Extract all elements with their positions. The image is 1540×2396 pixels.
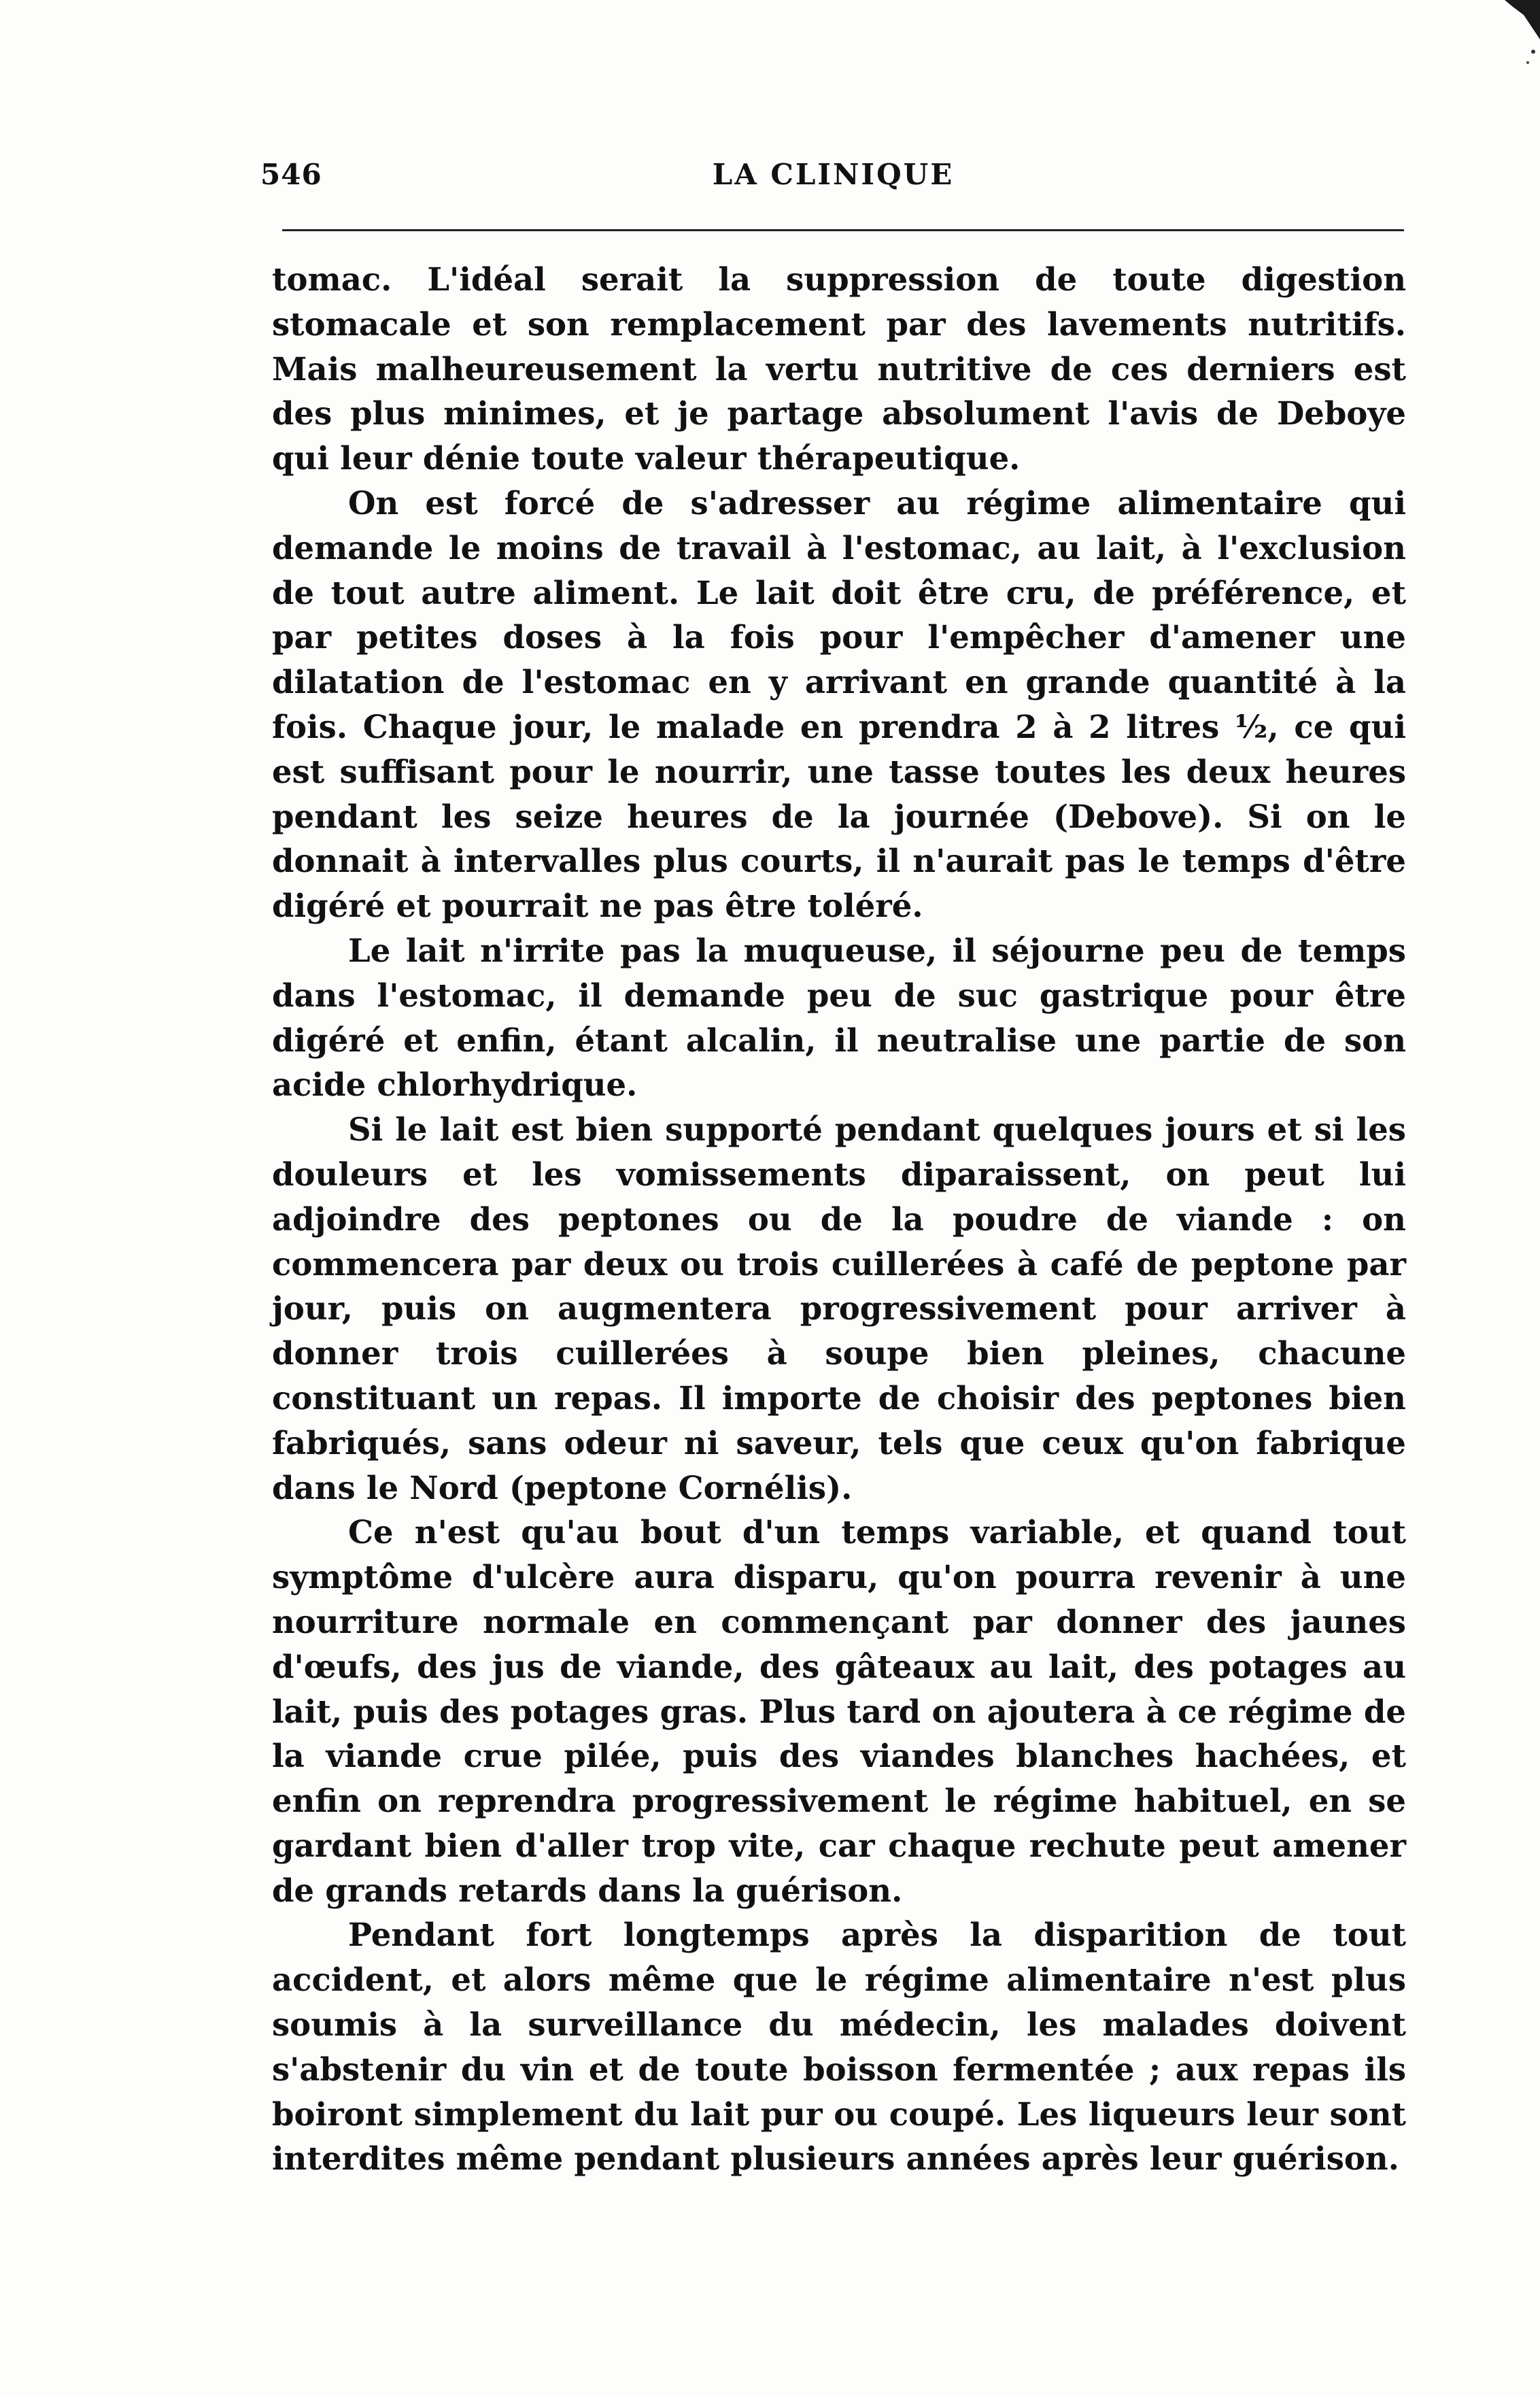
paragraph-continuation: tomac. L'idéal serait la suppression de toute digestion stomacale et son remplacement par des lavements nutritifs. Mais malheureusement la vertu nutritive de ces derniers est des plus minimes, et je partage absolument l'avis de Deboye qui leur dénie toute valeur thérapeutique.: [272, 260, 1406, 477]
body-text: [272, 257, 1406, 2181]
page-number: 546: [260, 158, 322, 191]
page-corner-mark: [1492, 0, 1540, 82]
paragraph: Ce n'est qu'au bout d'un temps variable, et quand tout symptôme d'ulcère aura disparu, qu'on pourra revenir à une nourriture normale en commençant par donner des jaunes d'œufs, des jus de viande, des gâteaux au lait, des potages au lait, puis des potages gras. Plus tard on ajoutera à ce régime de la viande crue pilée, puis des viandes blanches hachées, et enfin on reprendra progressivement le régime habituel, en se gardant bien d'aller trop vite, car chaque rechute peut amener de grands retards dans la guérison.: [272, 1513, 1406, 1909]
header-rule: [282, 229, 1404, 231]
page-header: [260, 158, 1406, 205]
paragraph: Si le lait est bien supporté pendant quelques jours et si les douleurs et les vomissements diparaissent, on peut lui adjoindre des peptones ou de la poudre de viande : on commencera par deux ou trois cuillerées à café de peptone par jour, puis on augmentera progressivement pour arriver à donner trois cuillerées à soupe bien pleines, chacune constituant un repas. Il importe de choisir des peptones bien fabriqués, sans odeur ni saveur, tels que ceux qu'on fabrique dans le Nord (peptone Cornélis).: [272, 1111, 1406, 1506]
running-title: LA CLINIQUE: [712, 158, 955, 191]
paragraph: Le lait n'irrite pas la muqueuse, il séjourne peu de temps dans l'estomac, il demande peu de suc gastrique pour être digéré et enfin, étant alcalin, il neutralise une partie de son acide chlorhydrique.: [272, 931, 1406, 1104]
paragraph: Pendant fort longtemps après la disparition de tout accident, et alors même que le régime alimentaire n'est plus soumis à la surveillance du médecin, les malades doivent s'abstenir du vin et de toute boisson fermentée ; aux repas ils boiront simplement du lait pur ou coupé. Les liqueurs leur sont interdites même pendant plusieurs années après leur guérison.: [272, 1916, 1406, 2178]
paragraph: On est forcé de s'adresser au régime alimentaire qui demande le moins de travail à l'estomac, au lait, à l'exclusion de tout autre aliment. Le lait doit être cru, de préférence, et par petites doses à la fois pour l'empêcher d'amener une dilatation de l'estomac en y arrivant en grande quantité à la fois. Chaque jour, le malade en prendra 2 à 2 litres ½, ce qui est suffisant pour le nourrir, une tasse toutes les deux heures pendant les seize heures de la journée (Debove). Si on le donnait à intervalles plus courts, il n'aurait pas le temps d'être digéré et pourrait ne pas être toléré.: [272, 484, 1406, 925]
